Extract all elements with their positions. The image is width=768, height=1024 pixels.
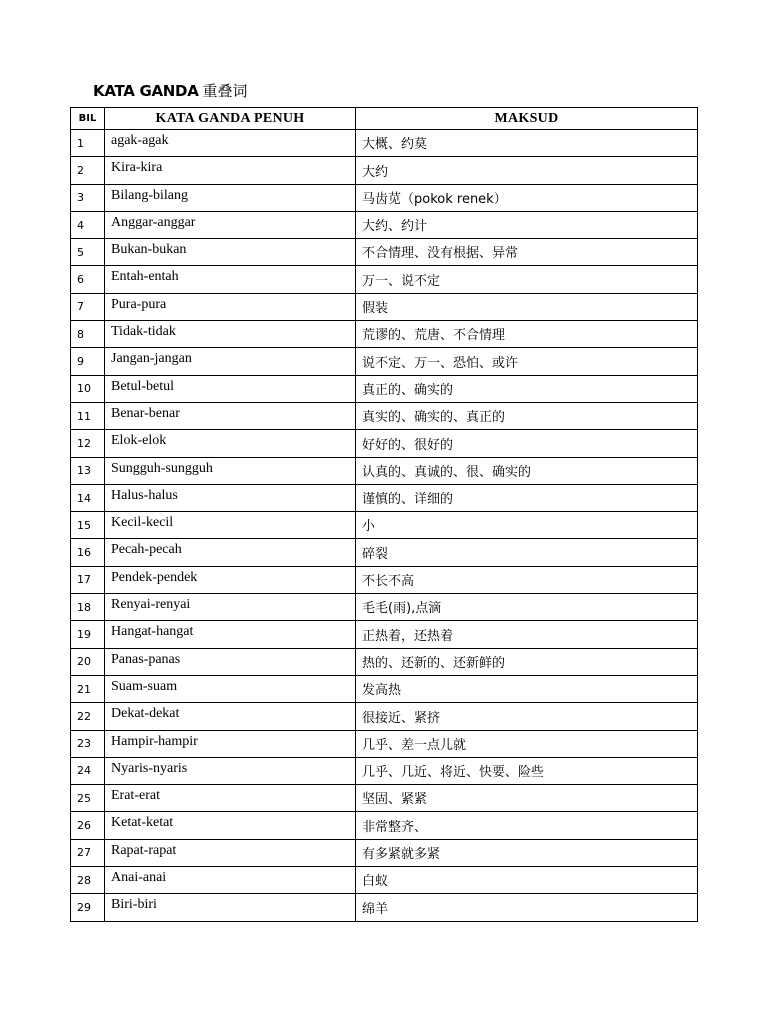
row-meaning: 发高热 (356, 675, 698, 702)
row-meaning: 几乎、差一点儿就 (356, 730, 698, 757)
row-number: 24 (71, 757, 105, 784)
row-word: Dekat-dekat (105, 703, 356, 730)
row-number: 27 (71, 839, 105, 866)
row-number: 14 (71, 484, 105, 511)
row-number: 8 (71, 321, 105, 348)
title-latin: KATA GANDA (93, 82, 199, 100)
row-word: Biri-biri (105, 894, 356, 921)
row-meaning: 有多紧就多紧 (356, 839, 698, 866)
table-row (71, 757, 698, 784)
table-row (71, 402, 698, 429)
row-word: Anggar-anggar (105, 211, 356, 238)
row-number: 16 (71, 539, 105, 566)
row-meaning: 正热着，还热着 (356, 621, 698, 648)
table-row (71, 594, 698, 621)
row-meaning: 小 (356, 512, 698, 539)
row-word: Rapat-rapat (105, 839, 356, 866)
row-meaning: 大概、约莫 (356, 130, 698, 157)
row-number: 7 (71, 293, 105, 320)
row-meaning: 假装 (356, 293, 698, 320)
row-number: 10 (71, 375, 105, 402)
row-word: Bukan-bukan (105, 239, 356, 266)
table-header-row (71, 108, 698, 130)
row-number: 9 (71, 348, 105, 375)
row-word: Kecil-kecil (105, 512, 356, 539)
row-number: 23 (71, 730, 105, 757)
row-meaning: 不长不高 (356, 566, 698, 593)
row-number: 12 (71, 430, 105, 457)
table-row (71, 348, 698, 375)
row-number: 29 (71, 894, 105, 921)
row-word: Suam-suam (105, 675, 356, 702)
row-number: 25 (71, 785, 105, 812)
row-number: 20 (71, 648, 105, 675)
row-word: Erat-erat (105, 785, 356, 812)
row-word: Jangan-jangan (105, 348, 356, 375)
table-row (71, 184, 698, 211)
table-row (71, 675, 698, 702)
table-row (71, 130, 698, 157)
row-word: Panas-panas (105, 648, 356, 675)
table-row (71, 566, 698, 593)
row-word: Bilang-bilang (105, 184, 356, 211)
row-word: Benar-benar (105, 402, 356, 429)
row-number: 28 (71, 867, 105, 894)
row-word: Pendek-pendek (105, 566, 356, 593)
row-word: Hangat-hangat (105, 621, 356, 648)
row-meaning: 非常整齐、 (356, 812, 698, 839)
row-word: Ketat-ketat (105, 812, 356, 839)
row-word: Sungguh-sungguh (105, 457, 356, 484)
row-meaning: 碎裂 (356, 539, 698, 566)
row-word: Nyaris-nyaris (105, 757, 356, 784)
header-word: KATA GANDA PENUH (105, 108, 356, 130)
row-number: 21 (71, 675, 105, 702)
row-word: Elok-elok (105, 430, 356, 457)
row-number: 6 (71, 266, 105, 293)
row-meaning: 几乎、几近、将近、快要、险些 (356, 757, 698, 784)
table-row (71, 539, 698, 566)
row-meaning: 毛毛(雨),点滴 (356, 594, 698, 621)
row-meaning: 绵羊 (356, 894, 698, 921)
row-meaning: 马齿苋（pokok renek） (356, 184, 698, 211)
table-row (71, 266, 698, 293)
row-meaning: 说不定、万一、恐怕、或许 (356, 348, 698, 375)
vocabulary-table (70, 107, 698, 922)
row-meaning: 真正的、确实的 (356, 375, 698, 402)
row-meaning: 坚固、紧紧 (356, 785, 698, 812)
table-row (71, 239, 698, 266)
table-row (71, 730, 698, 757)
row-word: Pura-pura (105, 293, 356, 320)
page-title (93, 80, 248, 102)
row-meaning: 大约、约计 (356, 211, 698, 238)
row-number: 1 (71, 130, 105, 157)
table-row (71, 457, 698, 484)
row-word: Anai-anai (105, 867, 356, 894)
table-row (71, 839, 698, 866)
table-row (71, 293, 698, 320)
row-word: Pecah-pecah (105, 539, 356, 566)
row-meaning: 万一、说不定 (356, 266, 698, 293)
row-word: Halus-halus (105, 484, 356, 511)
row-number: 19 (71, 621, 105, 648)
table-row (71, 648, 698, 675)
row-meaning: 认真的、真诚的、很、确实的 (356, 457, 698, 484)
table-row (71, 321, 698, 348)
row-number: 18 (71, 594, 105, 621)
row-number: 15 (71, 512, 105, 539)
title-cjk: 重叠词 (202, 82, 248, 100)
row-meaning: 荒谬的、荒唐、不合情理 (356, 321, 698, 348)
row-word: Tidak-tidak (105, 321, 356, 348)
row-number: 26 (71, 812, 105, 839)
row-number: 11 (71, 402, 105, 429)
row-number: 3 (71, 184, 105, 211)
row-word: Renyai-renyai (105, 594, 356, 621)
row-number: 4 (71, 211, 105, 238)
table-row (71, 894, 698, 921)
table-row (71, 867, 698, 894)
row-meaning: 不合情理、没有根据、异常 (356, 239, 698, 266)
table-row (71, 785, 698, 812)
row-meaning: 热的、还新的、还新鲜的 (356, 648, 698, 675)
row-meaning: 大约 (356, 157, 698, 184)
row-word: Betul-betul (105, 375, 356, 402)
row-word: agak-agak (105, 130, 356, 157)
row-number: 22 (71, 703, 105, 730)
row-word: Entah-entah (105, 266, 356, 293)
header-meaning: MAKSUD (356, 108, 698, 130)
table-row (71, 157, 698, 184)
table-row (71, 484, 698, 511)
row-meaning: 好好的、很好的 (356, 430, 698, 457)
row-meaning: 谨慎的、详细的 (356, 484, 698, 511)
row-number: 2 (71, 157, 105, 184)
row-word: Hampir-hampir (105, 730, 356, 757)
row-number: 5 (71, 239, 105, 266)
table-row (71, 812, 698, 839)
row-meaning: 白蚁 (356, 867, 698, 894)
header-bil: BIL (71, 108, 105, 130)
table-row (71, 211, 698, 238)
row-meaning: 真实的、确实的、真正的 (356, 402, 698, 429)
row-number: 13 (71, 457, 105, 484)
table-row (71, 430, 698, 457)
row-number: 17 (71, 566, 105, 593)
row-word: Kira-kira (105, 157, 356, 184)
table-row (71, 512, 698, 539)
table-row (71, 621, 698, 648)
row-meaning: 很接近、紧挤 (356, 703, 698, 730)
table-row (71, 703, 698, 730)
table-row (71, 375, 698, 402)
